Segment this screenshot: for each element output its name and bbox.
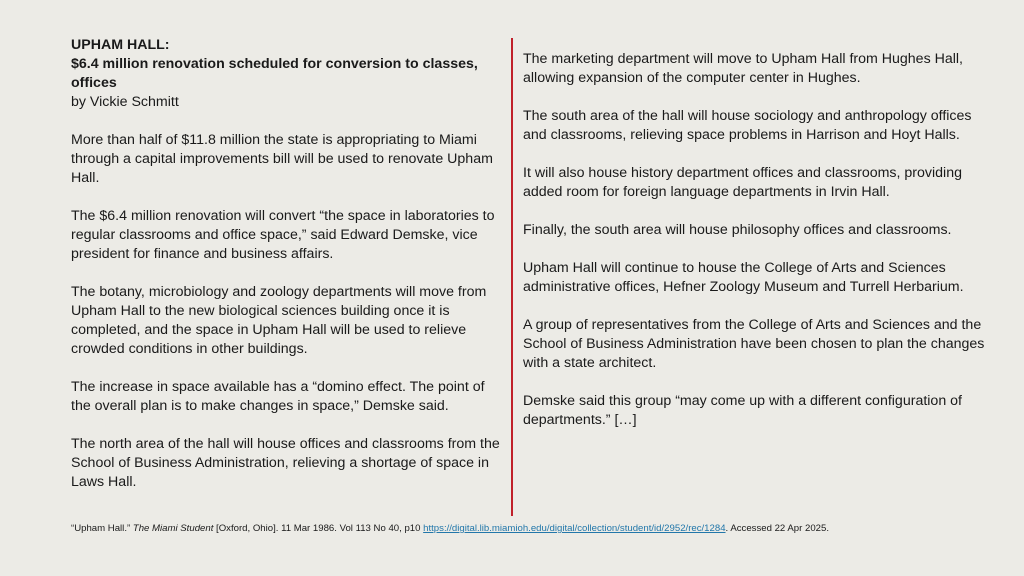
citation-details: [Oxford, Ohio]. 11 Mar 1986. Vol 113 No 40, p10	[213, 523, 424, 534]
article-paragraph: The south area of the hall will house sociology and anthropology offices and classrooms, relieving space problems in Harrison and Hoyt Halls.	[523, 108, 972, 143]
article-paragraph: The $6.4 million renovation will convert “the space in laboratories to regular classrooms and office space,” said Edward Demske, vice president for finance and business affairs.	[71, 208, 495, 262]
article-paragraph: The increase in space available has a “domino effect. The point of the overall plan is to make changes in space,” Demske said.	[71, 379, 485, 414]
article-paragraph: A group of representatives from the College of Arts and Sciences and the School of Business Administration have been chosen to plan the changes with a state architect.	[523, 317, 985, 371]
article-subtitle: $6.4 million renovation scheduled for conversion to classes, offices	[71, 56, 478, 91]
right-column	[523, 50, 993, 449]
article-paragraph: More than half of $11.8 million the state is appropriating to Miami through a capital improvements bill will be used to renovate Upham Hall.	[71, 132, 493, 186]
article-byline: by Vickie Schmitt	[71, 94, 179, 110]
article-paragraph: Demske said this group “may come up with a different configuration of departments.” […]	[523, 393, 962, 428]
column-divider	[511, 38, 513, 516]
article-paragraph: The botany, microbiology and zoology departments will move from Upham Hall to the new biological sciences building once it is completed, and the space in Upham Hall will be used to relieve crowded conditions in other buildings.	[71, 284, 487, 357]
article-title: UPHAM HALL:	[71, 37, 170, 53]
article-paragraph: The marketing department will move to Upham Hall from Hughes Hall, allowing expansion of the computer center in Hughes.	[523, 51, 963, 86]
citation-link[interactable]: https://digital.lib.miamioh.edu/digital/collection/student/id/2952/rec/1284	[423, 523, 726, 534]
article-paragraph: Finally, the south area will house philosophy offices and classrooms.	[523, 222, 952, 238]
source-citation	[71, 522, 1011, 536]
citation-suffix: . Accessed 22 Apr 2025.	[725, 523, 830, 534]
article-paragraph: Upham Hall will continue to house the College of Arts and Sciences administrative offices, Hefner Zoology Museum and Turrell Herbarium.	[523, 260, 964, 295]
article-paragraph: The north area of the hall will house offices and classrooms from the School of Business Administration, relieving a shortage of space in Laws Hall.	[71, 436, 500, 490]
left-column	[71, 36, 503, 511]
citation-prefix: “Upham Hall.”	[71, 523, 133, 534]
citation-publication: The Miami Student	[132, 523, 214, 534]
article-paragraph: It will also house history department offices and classrooms, providing added room for foreign language departments in Irvin Hall.	[523, 165, 962, 200]
